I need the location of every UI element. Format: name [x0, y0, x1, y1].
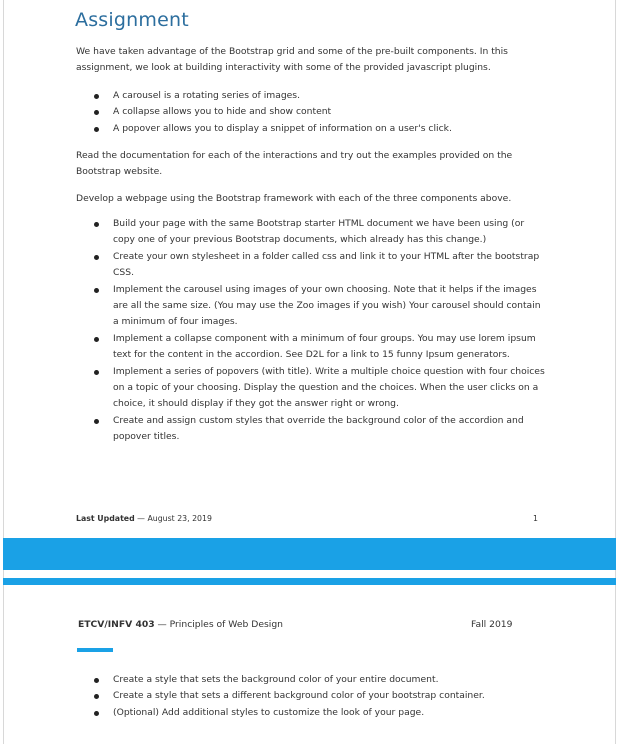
develop-paragraph: Develop a webpage using the Bootstrap framework with each of the three components above. — [76, 193, 512, 204]
last-updated-label: Last Updated — [76, 514, 135, 523]
course-name: Principles of Web Design — [169, 619, 283, 630]
course-separator: — — [154, 619, 170, 630]
course-term: Fall 2019 — [471, 619, 513, 630]
last-updated-separator: — — [134, 514, 148, 523]
list-item: Create a style that sets a different background color of your bootstrap container. — [76, 688, 546, 704]
list-item: Create a style that sets the background color of your entire document. — [76, 672, 546, 688]
read-docs-paragraph: Read the documentation for each of the interactions and try out the examples provided on the Bootstrap website. — [76, 150, 513, 177]
list-item: Implement the carousel using images of your own choosing. Note that it helps if the images are all the same size. (You may use the Zoo images if you wish) Your carousel should contain a minimum of four images. — [76, 282, 546, 331]
page-title: Assignment — [75, 9, 189, 31]
list-item: Create your own stylesheet in a folder called css and link it to your HTML after the bootstrap CSS. — [76, 249, 546, 282]
list-item: A popover allows you to display a snippet of information on a user's click. — [76, 121, 546, 137]
list-item: Implement a collapse component with a minimum of four groups. You may use lorem ipsum text for the content in the accordion. See D2L for a link to 15 funny Ipsum generators. — [76, 331, 546, 364]
list-item: Create and assign custom styles that override the background color of the accordion and popover titles. — [76, 413, 546, 446]
header-accent-bar — [77, 648, 113, 652]
list-item: Implement a series of popovers (with title). Write a multiple choice question with four choices on a topic of your choosing. Display the question and the choices. When the user clicks on a choice, it should display if they got the answer right or wrong. — [76, 364, 546, 413]
task-list — [76, 216, 546, 446]
page-break-band — [3, 538, 616, 570]
list-item: (Optional) Add additional styles to customize the look of your page. — [76, 705, 546, 721]
page-break-stripe — [3, 578, 616, 585]
list-item: A collapse allows you to hide and show content — [76, 104, 546, 120]
list-item: A carousel is a rotating series of images. — [76, 88, 546, 104]
list-item: Build your page with the same Bootstrap starter HTML document we have been using (or copy one of your previous Bootstrap documents, which already has this change.) — [76, 216, 546, 249]
page-number: 1 — [533, 514, 538, 523]
style-task-list — [76, 672, 546, 721]
course-code: ETCV/INFV 403 — [78, 619, 155, 630]
last-updated-date: August 23, 2019 — [147, 514, 212, 523]
course-header — [78, 619, 283, 630]
last-updated — [76, 514, 212, 523]
intro-paragraph: We have taken advantage of the Bootstrap grid and some of the pre-built components. In this assignment, we look at building interactivity with some of the provided javascript plugins. — [76, 46, 508, 73]
plugin-list — [76, 88, 546, 137]
